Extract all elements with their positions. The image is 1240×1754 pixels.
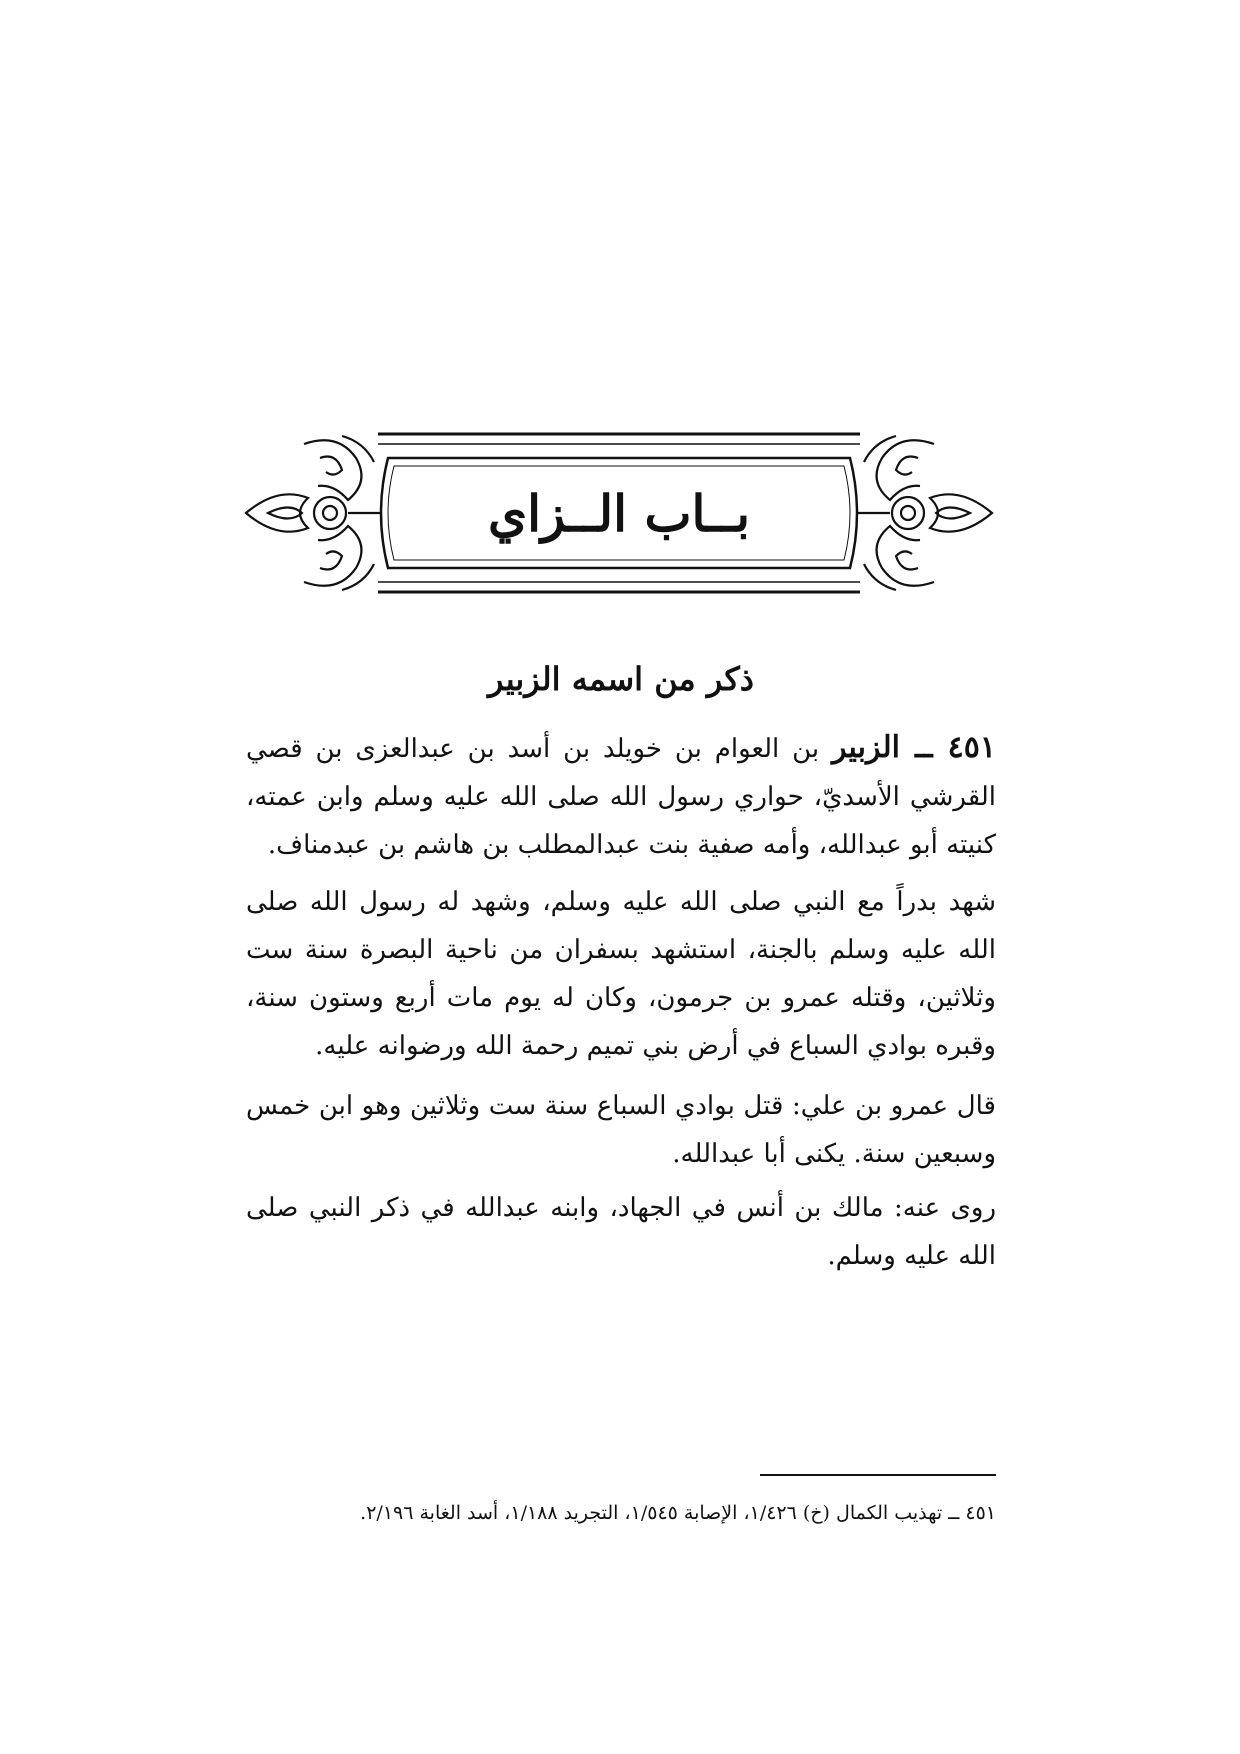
footnote-divider xyxy=(760,1474,996,1476)
entry-intro-text: بن العوام بن خويلد بن أسد بن عبدالعزى بن قصي القرشي الأسديّ، حواري رسول الله صلى الله عليه وسلم وابن عمته، كنيته أبو عبدالله، وأمه صفية بنت عبدالمطلب بن هاشم بن عبدمناف. xyxy=(246,734,996,860)
section-heading: ذكر من اسمه الزبير xyxy=(488,660,754,698)
entry-paragraph-3: قال عمرو بن علي: قتل بوادي السباع سنة ست وثلاثين وهو ابن خمس وسبعين سنة. يكنى أبا عبدالله. xyxy=(246,1091,996,1169)
entry-intro-paragraph xyxy=(246,724,996,869)
entry-paragraph-4: روى عنه: مالك بن أنس في الجهاد، وابنه عبدالله في ذكر النبي صلى الله عليه وسلم. xyxy=(246,1193,996,1271)
chapter-header-frame xyxy=(238,424,1000,602)
entry-number-and-name: ٤٥١ ــ الزبير xyxy=(832,730,997,765)
footnote: ٤٥١ ــ تهذيب الكمال (خ) ١/٤٢٦، الإصابة ١/٥٤٥، التجريد ١/١٨٨، أسد الغابة ٢/١٩٦. xyxy=(360,1502,996,1524)
entry-paragraph-2: شهد بدراً مع النبي صلى الله عليه وسلم، وشهد له رسول الله صلى الله عليه وسلم بالجنة، استشهد بسفران من ناحية البصرة سنة ست وثلاثين، وقتله عمرو بن جرمون، وكان له يوم مات أربع وستون سنة، وقبره بوادي السباع في أرض بني تميم رحمة الله ورضوانه عليه. xyxy=(246,887,996,1061)
chapter-title: بــاب الــزاي xyxy=(488,484,750,543)
